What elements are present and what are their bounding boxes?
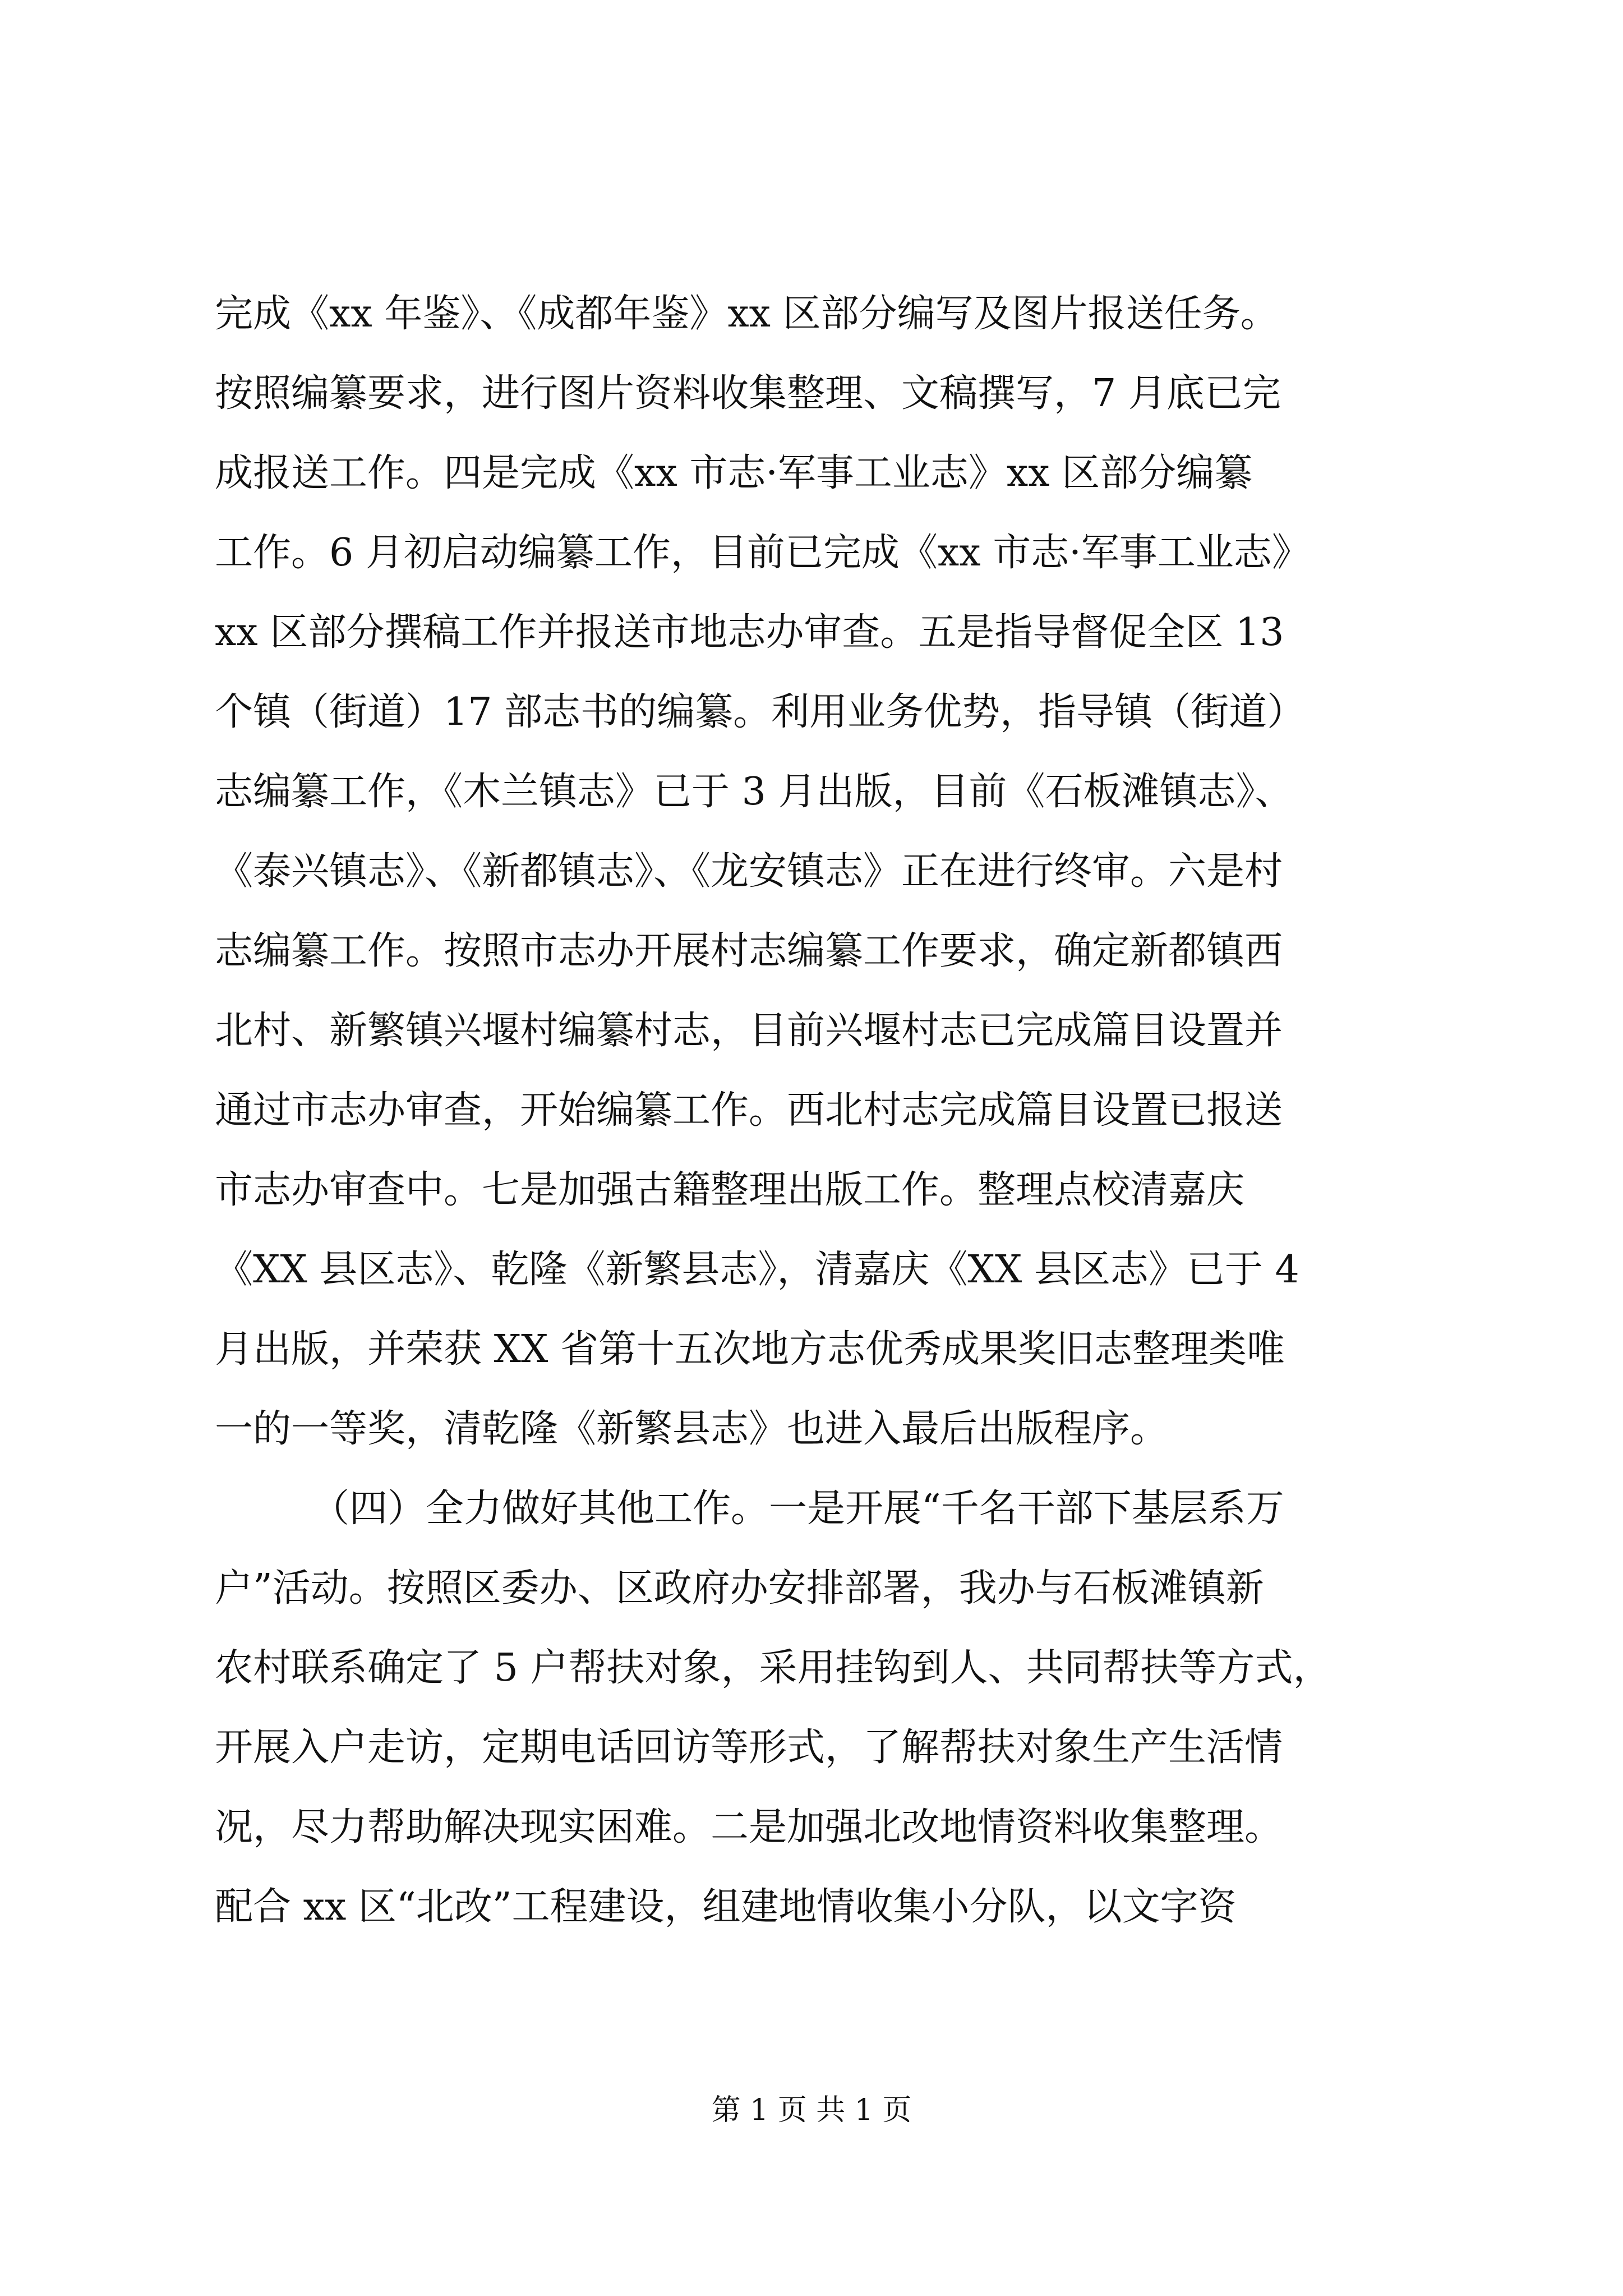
text-line-2: 按照编纂要求，进行图片资料收集整理、文稿撰写，7 月底已完 — [215, 371, 1281, 416]
text-line-6: 个镇（街道）17 部志书的编纂。利用业务优势，指导镇（街道） — [215, 690, 1306, 734]
text-line-20: 况，尽力帮助解决现实困难。二是加强北改地情资料收集整理。 — [215, 1805, 1283, 1849]
text-line-17: 户”活动。按照区委办、区政府办安排部署，我办与石板滩镇新 — [215, 1566, 1264, 1611]
text-line-5: xx 区部分撰稿工作并报送市地志办审查。五是指导督促全区 13 — [215, 610, 1284, 655]
text-line-7: 志编纂工作，《木兰镇志》已于 3 月出版，目前《石板滩镇志》、 — [215, 770, 1293, 814]
text-line-19: 开展入户走访，定期电话回访等形式，了解帮扶对象生产生活情 — [215, 1726, 1283, 1770]
page-number-footer: 第 1 页 共 1 页 — [711, 2093, 912, 2127]
text-line-12: 市志办审查中。七是加强古籍整理出版工作。整理点校清嘉庆 — [215, 1168, 1245, 1212]
text-line-14: 月出版，并荣获 XX 省第十五次地方志优秀成果奖旧志整理类唯 — [215, 1327, 1285, 1372]
paragraph-4-heading-line: （四）全力做好其他工作。一是开展“千名干部下基层系万 — [311, 1487, 1284, 1531]
text-line-9: 志编纂工作。按照市志办开展村志编纂工作要求，确定新都镇西 — [215, 929, 1283, 973]
text-line-8: 《泰兴镇志》、《新都镇志》、《龙安镇志》正在进行终审。六是村 — [215, 849, 1283, 894]
text-line-11: 通过市志办审查，开始编纂工作。西北村志完成篇目设置已报送 — [215, 1088, 1283, 1133]
text-line-10: 北村、新繁镇兴堰村编纂村志，目前兴堰村志已完成篇目设置并 — [215, 1009, 1283, 1053]
text-line-15: 一的一等奖，清乾隆《新繁县志》也进入最后出版程序。 — [215, 1407, 1169, 1451]
text-line-21: 配合 xx 区“北改”工程建设，组建地情收集小分队，以文字资 — [215, 1885, 1237, 1929]
text-line-18: 农村联系确定了 5 户帮扶对象，采用挂钩到人、共同帮扶等方式， — [215, 1646, 1331, 1690]
text-line-13: 《XX 县区志》、乾隆《新繁县志》，清嘉庆《XX 县区志》已于 4 — [215, 1248, 1299, 1292]
text-line-1: 完成《xx 年鉴》、《成都年鉴》xx 区部分编写及图片报送任务。 — [215, 292, 1279, 336]
text-line-4: 工作。6 月初启动编纂工作，目前已完成《xx 市志·军事工业志》 — [215, 531, 1310, 575]
text-line-3: 成报送工作。四是完成《xx 市志·军事工业志》xx 区部分编纂 — [215, 451, 1253, 495]
